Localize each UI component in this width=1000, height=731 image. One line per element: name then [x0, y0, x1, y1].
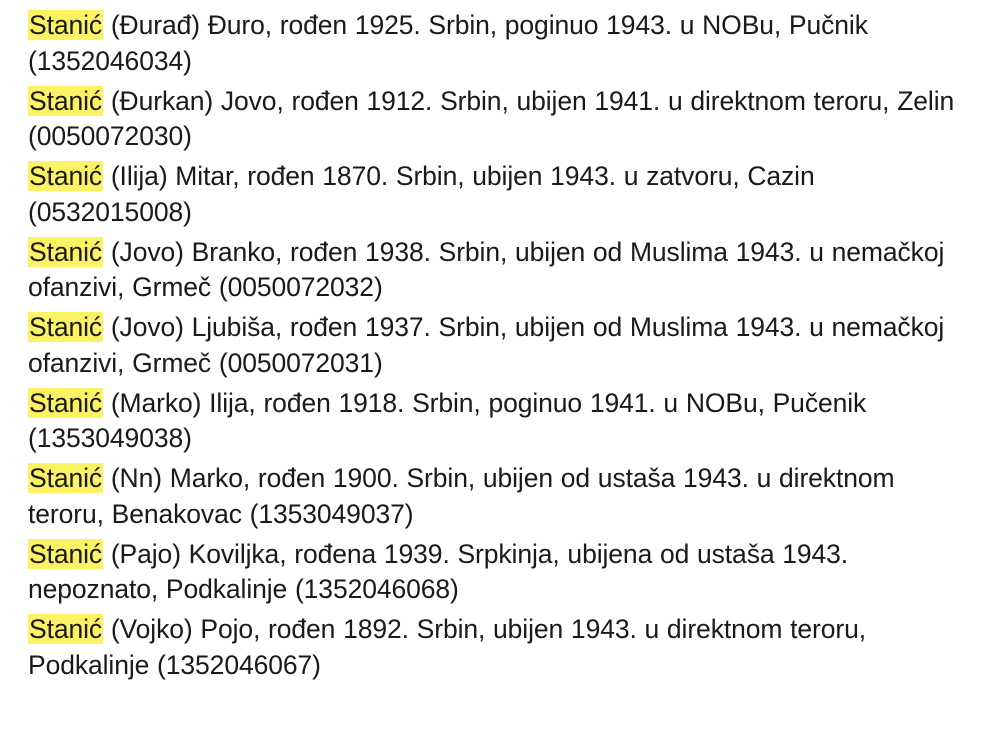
- highlighted-surname: Stanić: [29, 387, 103, 418]
- highlighted-surname: Stanić: [29, 161, 103, 191]
- highlighted-surname: Stanić: [29, 614, 103, 644]
- list-item: [28, 386, 978, 457]
- entry-details: (Ilija) Mitar, rođen 1870. Srbin, ubijen 1943. u zatvoru, Cazin (0532015008): [28, 161, 815, 227]
- entry-details: (Nn) Marko, rođen 1900. Srbin, ubijen od ustaša 1943. u direktnom teroru, Benakovac (1353049037): [28, 463, 895, 529]
- highlighted-surname: Stanić: [29, 236, 103, 267]
- entry-details: (Jovo) Ljubiša, rođen 1937. Srbin, ubijen od Muslima 1943. u nemačkoj ofanzivi, Grmeč (0050072031): [28, 312, 945, 378]
- entry-details: (Đurađ) Đuro, rođen 1925. Srbin, poginuo 1943. u NOBu, Pučnik (1352046034): [28, 10, 868, 76]
- highlighted-surname: Stanić: [29, 85, 103, 116]
- highlighted-surname: Stanić: [29, 538, 103, 569]
- entry-details: (Đurkan) Jovo, rođen 1912. Srbin, ubijen 1941. u direktnom teroru, Zelin (0050072030): [28, 85, 955, 151]
- list-item: [28, 159, 978, 230]
- highlighted-surname: Stanić: [29, 10, 103, 40]
- list-item: [28, 84, 978, 155]
- list-item: [28, 310, 978, 381]
- entry-details: (Vojko) Pojo, rođen 1892. Srbin, ubijen 1943. u direktnom teroru, Podkalinje (1352046067): [28, 614, 867, 680]
- list-item: [28, 235, 978, 306]
- entry-details: (Marko) Ilija, rođen 1918. Srbin, poginuo 1941. u NOBu, Pučenik (1353049038): [28, 387, 867, 453]
- highlighted-surname: Stanić: [29, 463, 103, 493]
- list-item: [28, 537, 978, 608]
- entry-details: (Pajo) Koviljka, rođena 1939. Srpkinja, ubijena od ustaša 1943. nepoznato, Podkalinje (1352046068): [28, 538, 849, 604]
- highlighted-surname: Stanić: [29, 312, 103, 342]
- list-item: [28, 612, 978, 683]
- list-item: [28, 461, 978, 532]
- list-item: [28, 8, 978, 79]
- entry-details: (Jovo) Branko, rođen 1938. Srbin, ubijen od Muslima 1943. u nemačkoj ofanzivi, Grmeč (0050072032): [28, 236, 945, 302]
